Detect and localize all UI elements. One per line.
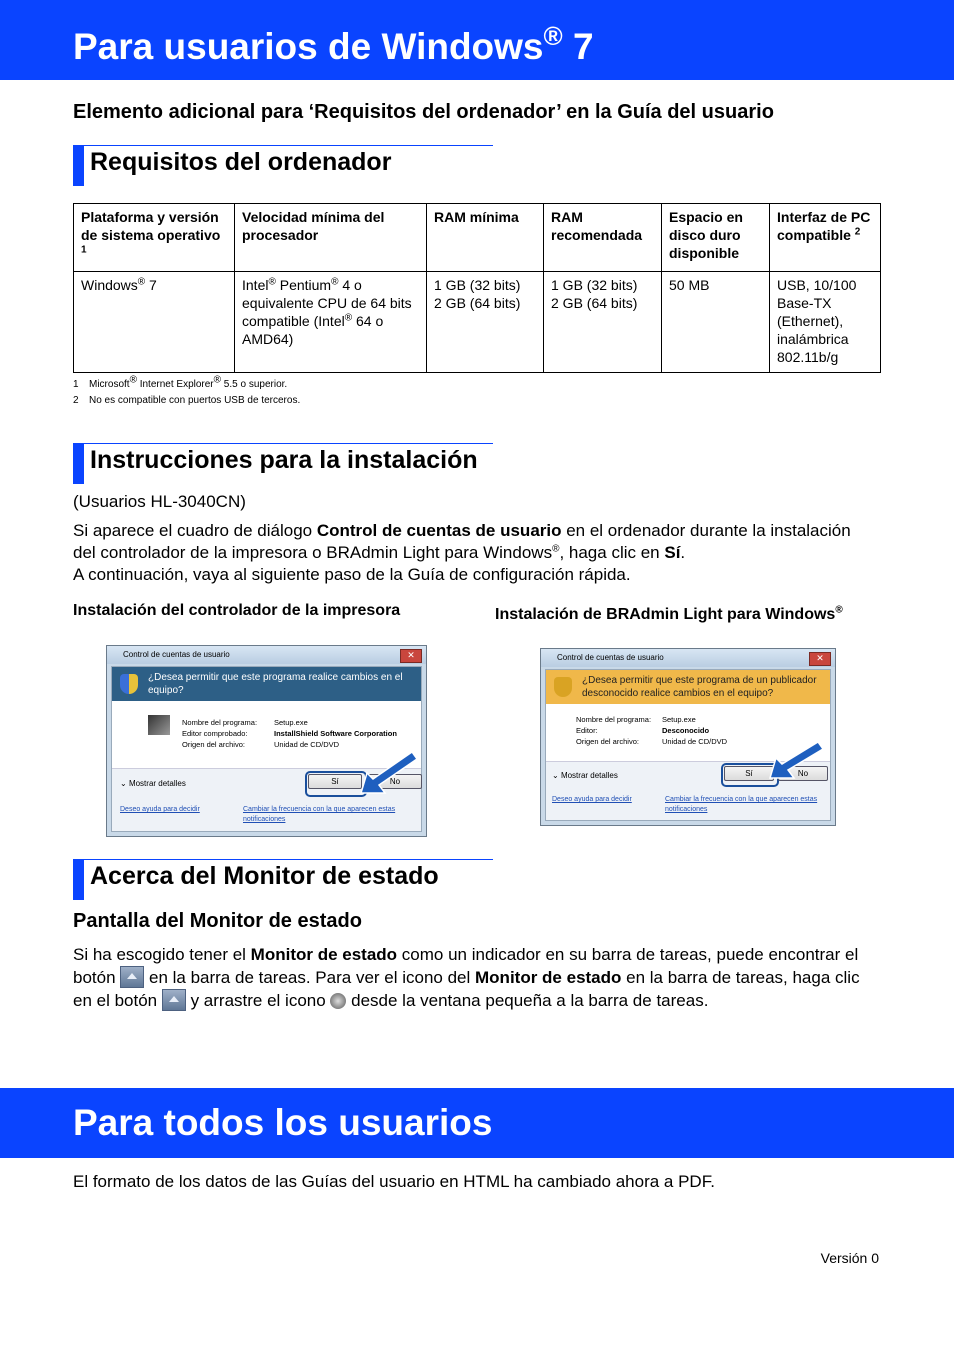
- dialog-question: ¿Desea permitir que este programa de un publicador desconocido realice cambios en el equipo?: [582, 675, 817, 699]
- uac-dialog-driver: [106, 645, 427, 837]
- pdf-note: El formato de los datos de las Guías del usuario en HTML ha cambiado ahora a PDF.: [73, 1172, 715, 1191]
- section-banner-title: Para todos los usuarios: [73, 1102, 493, 1143]
- section-title: Requisitos del ordenador: [90, 148, 392, 176]
- help-link[interactable]: Deseo ayuda para decidir: [120, 806, 200, 813]
- subheading-monitor: Pantalla del Monitor de estado: [73, 910, 362, 932]
- header-interface: Interfaz de PC compatible $^2$: [770, 204, 881, 272]
- dialog-titlebar: [107, 646, 426, 664]
- arrow-icon: [768, 740, 824, 780]
- dialog-title: Control de cuentas de usuario: [123, 650, 230, 659]
- header-disk: Espacio en disco duro disponible: [662, 204, 770, 272]
- install-paragraph: Si aparece el cuadro de diálogo Control de cuentas de usuario en el ordenador durante la instalación del controlador de la impresora o BRAdmin Light para Windows®, haga clic en Sí. A continuación, vaya al siguiente paso de la Guía de configuración rápida.: [73, 521, 851, 584]
- dialog-question-header: [112, 667, 421, 701]
- header-ram-min: RAM mínima: [427, 204, 544, 272]
- notification-settings-link[interactable]: Cambiar la frecuencia con la que aparecen estas notificaciones: [243, 806, 396, 823]
- section-bar: [73, 860, 84, 900]
- section-bar: [73, 444, 84, 484]
- users-note: (Usuarios HL-3040CN): [73, 492, 246, 511]
- all-users-banner: [0, 1088, 954, 1158]
- intro-heading: Elemento adicional para ‘Requisitos del ordenador’ en la Guía del usuario: [73, 101, 774, 123]
- header-ram-rec: RAM recomendada: [544, 204, 662, 272]
- section-requisitos: [73, 145, 493, 176]
- section-title: Acerca del Monitor de estado: [90, 862, 439, 890]
- cell-os: Windows® 7: [74, 272, 235, 373]
- dialog-question: ¿Desea permitir que este programa realice cambios en el equipo?: [148, 672, 403, 696]
- close-button[interactable]: ✕: [809, 652, 831, 666]
- dialog-details: Nombre del programa: Setup.exe Editor comprobado: InstallShield Software Corporation Origen del archivo: Unidad de CD/DVD: [182, 718, 397, 749]
- uac-dialog-bradmin: [540, 648, 836, 826]
- footnote-1: 1 Microsoft® Internet Explorer® 5.5 o superior.: [73, 374, 288, 390]
- monitor-paragraph: Si ha escogido tener el Monitor de estado como un indicador en su barra de tareas, puede encontrar el botón en la barra de tareas. Para ver el icono del Monitor de estado en la barra de tareas, haga clic en el botón y arrastre el icono desde la ventana pequeña a la barra de tareas.: [73, 945, 860, 1010]
- requirements-table: [73, 203, 881, 373]
- footnote-2: 2 No es compatible con puertos USB de terceros.: [73, 395, 301, 406]
- program-icon: [148, 715, 170, 735]
- header-cpu: Velocidad mínima del procesador: [235, 204, 427, 272]
- cell-ram-min: 1 GB (32 bits) 2 GB (64 bits): [427, 272, 544, 373]
- dialog-titlebar: [541, 649, 835, 667]
- table-header-row: [74, 204, 881, 272]
- shield-icon: [120, 674, 138, 694]
- version-label: Versión 0: [820, 1250, 879, 1266]
- help-link[interactable]: Deseo ayuda para decidir: [552, 796, 632, 803]
- no-button[interactable]: No: [778, 766, 828, 781]
- taskbar-button-icon: [120, 966, 144, 988]
- cell-interface: USB, 10/100 Base-TX (Ethernet), inalámbrica 802.11b/g: [770, 272, 881, 373]
- header-platform: Plataforma y versión de sistema operativo $^1$: [74, 204, 235, 272]
- notification-settings-link[interactable]: Cambiar la frecuencia con la que aparecen estas notificaciones: [665, 796, 818, 813]
- status-monitor-icon: [330, 993, 346, 1009]
- show-details-toggle[interactable]: ⌄ Mostrar detalles: [120, 779, 186, 788]
- warning-shield-icon: [554, 677, 572, 697]
- cell-disk: 50 MB: [662, 272, 770, 373]
- section-instrucciones: [73, 443, 493, 474]
- page-title: Para usuarios de Windows® 7: [73, 21, 594, 67]
- close-button[interactable]: ✕: [400, 649, 422, 663]
- taskbar-button-icon: [162, 989, 186, 1011]
- yes-button[interactable]: Sí: [308, 774, 362, 789]
- section-monitor: [73, 859, 493, 890]
- section-title: Instrucciones para la instalación: [90, 446, 478, 474]
- yes-button[interactable]: Sí: [724, 766, 774, 781]
- arrow-icon: [357, 747, 417, 797]
- section-bar: [73, 146, 84, 186]
- no-button[interactable]: No: [368, 774, 422, 789]
- subheading-bradmin: Instalación de BRAdmin Light para Windows®: [495, 604, 843, 623]
- dialog-title: Control de cuentas de usuario: [557, 653, 664, 662]
- dialog-question-header: [546, 670, 830, 704]
- show-details-toggle[interactable]: ⌄ Mostrar detalles: [552, 771, 618, 780]
- cell-ram-rec: 1 GB (32 bits) 2 GB (64 bits): [544, 272, 662, 373]
- subheading-driver: Instalación del controlador de la impresora: [73, 602, 401, 619]
- dialog-details: Nombre del programa: Setup.exe Editor: Desconocido Origen del archivo: Unidad de CD/DVD: [576, 715, 728, 746]
- table-row: [74, 272, 881, 373]
- cell-cpu: Intel® Pentium® 4 o equivalente CPU de 64 bits compatible (Intel® 64 o AMD64): [235, 272, 427, 373]
- title-banner: [0, 0, 954, 80]
